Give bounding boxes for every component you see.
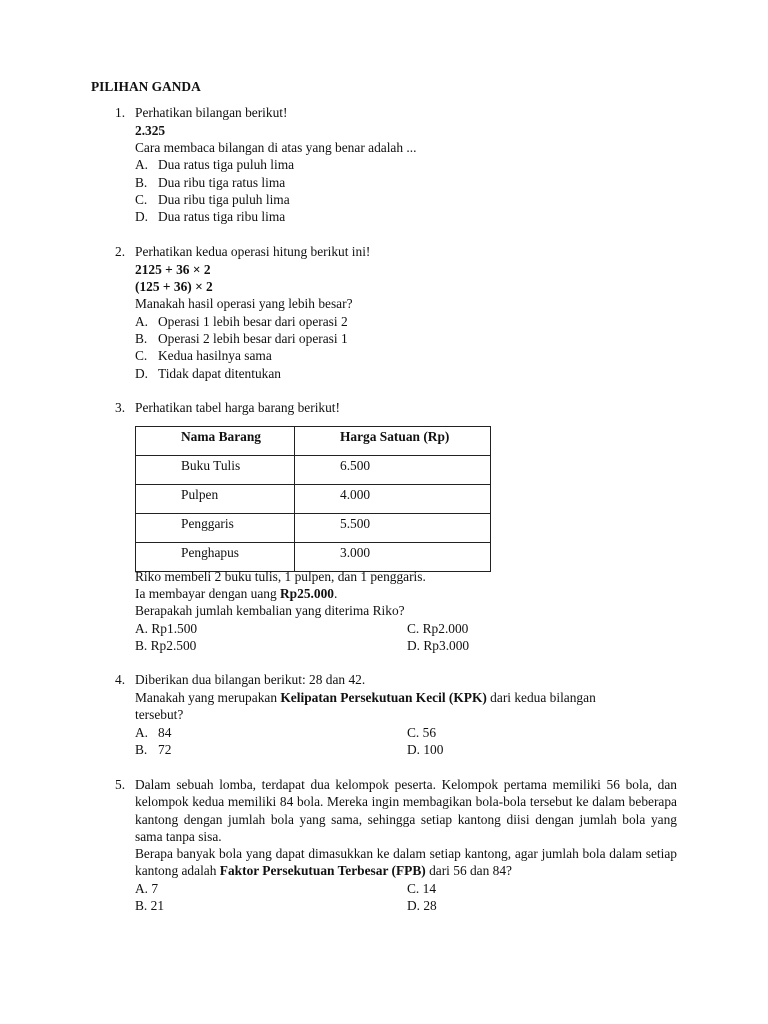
option-text: 84 bbox=[158, 725, 172, 740]
question-prompt: Perhatikan bilangan berikut! bbox=[135, 105, 288, 120]
question-text-continued: tersebut? bbox=[135, 707, 184, 722]
option-letter: C. bbox=[135, 192, 148, 207]
table-row bbox=[136, 485, 491, 514]
option-text: Dua ribu tiga puluh lima bbox=[158, 192, 290, 207]
text-part: dari kedua bilangan bbox=[486, 690, 596, 705]
question-prompt: Perhatikan kedua operasi hitung berikut ini! bbox=[135, 244, 371, 259]
table-row bbox=[136, 514, 491, 543]
question-text bbox=[135, 689, 596, 706]
question-paragraph: Dalam sebuah lomba, terdapat dua kelompok peserta. Kelompok pertama memiliki 56 bola, dan kelompok kedua memiliki 84 bola. Mereka ingin membagikan bola-bola tersebut ke dalam beberapa kantong dengan jumlah bola yang sama, sehingga setiap kantong diisi dengan jumlah bola yang sama tanpa sisa. bbox=[135, 777, 677, 845]
operation-2: (125 + 36) × 2 bbox=[135, 279, 213, 294]
question-prompt: Perhatikan tabel harga barang berikut! bbox=[135, 400, 340, 415]
question-context-line bbox=[135, 585, 337, 602]
option-c[interactable]: C. 14 bbox=[407, 881, 437, 896]
option-letter: A. bbox=[135, 314, 149, 329]
question-text: Manakah hasil operasi yang lebih besar? bbox=[135, 296, 353, 311]
payment-amount: Rp25.000 bbox=[280, 586, 334, 601]
question-number-value: 2.325 bbox=[135, 123, 166, 138]
option-a[interactable]: A. 7 bbox=[135, 881, 159, 896]
kpk-term: Kelipatan Persekutuan Kecil (KPK) bbox=[280, 690, 487, 705]
table-cell: Penghapus bbox=[136, 543, 295, 572]
option-b[interactable]: B. 21 bbox=[135, 898, 165, 913]
option-text: Dua ratus tiga puluh lima bbox=[158, 157, 295, 172]
option-text: Operasi 1 lebih besar dari operasi 2 bbox=[158, 314, 348, 329]
option-letter: D. bbox=[135, 366, 149, 381]
option-d[interactable]: D. 28 bbox=[407, 898, 437, 913]
option-letter: B. bbox=[135, 175, 148, 190]
table-row bbox=[136, 456, 491, 485]
table-cell: 5.500 bbox=[295, 514, 491, 543]
table-cell: 3.000 bbox=[295, 543, 491, 572]
text-part: Berapa banyak bola yang dapat dimasukkan ke dalam setiap kantong, agar jumlah bola dalam setiap kantong adalah bbox=[135, 846, 677, 879]
question-number: 2. bbox=[115, 244, 126, 259]
table-header-row bbox=[136, 427, 491, 456]
option-text: Dua ribu tiga ratus lima bbox=[158, 175, 286, 190]
text-part: Manakah yang merupakan bbox=[135, 690, 281, 705]
option-c[interactable]: C. 56 bbox=[407, 725, 437, 740]
option-letter: B. bbox=[135, 742, 148, 757]
table-cell: Buku Tulis bbox=[136, 456, 295, 485]
question-number: 3. bbox=[115, 400, 126, 415]
question-text bbox=[135, 845, 677, 880]
table-header-cell: Harga Satuan (Rp) bbox=[295, 427, 491, 456]
question-number: 5. bbox=[115, 777, 126, 792]
question-text: Cara membaca bilangan di atas yang benar adalah ... bbox=[135, 140, 417, 155]
option-d[interactable]: D. Rp3.000 bbox=[407, 638, 470, 653]
text-part: . bbox=[333, 586, 338, 601]
operation-1: 2125 + 36 × 2 bbox=[135, 262, 211, 277]
option-letter: A. bbox=[135, 725, 149, 740]
question-text: Berapakah jumlah kembalian yang diterima Riko? bbox=[135, 603, 405, 618]
question-prompt: Diberikan dua bilangan berikut: 28 dan 42. bbox=[135, 672, 366, 687]
option-letter: D. bbox=[135, 209, 149, 224]
option-d[interactable]: D. 100 bbox=[407, 742, 444, 757]
question-number: 4. bbox=[115, 672, 126, 687]
text-part: Ia membayar dengan uang bbox=[135, 586, 281, 601]
option-a[interactable]: A. Rp1.500 bbox=[135, 621, 198, 636]
table-cell: 6.500 bbox=[295, 456, 491, 485]
table-cell: 4.000 bbox=[295, 485, 491, 514]
option-text: Tidak dapat ditentukan bbox=[158, 366, 281, 381]
option-letter: B. bbox=[135, 331, 148, 346]
table-cell: Penggaris bbox=[136, 514, 295, 543]
fpb-term: Faktor Persekutuan Terbesar (FPB) bbox=[219, 863, 426, 879]
table-header-cell: Nama Barang bbox=[136, 427, 295, 456]
table-cell: Pulpen bbox=[136, 485, 295, 514]
option-b[interactable]: B. Rp2.500 bbox=[135, 638, 197, 653]
text-part: dari 56 dan 84? bbox=[425, 863, 513, 879]
option-text: Kedua hasilnya sama bbox=[158, 348, 272, 363]
option-c[interactable]: C. Rp2.000 bbox=[407, 621, 469, 636]
option-text: Operasi 2 lebih besar dari operasi 1 bbox=[158, 331, 348, 346]
option-letter: C. bbox=[135, 348, 148, 363]
option-text: Dua ratus tiga ribu lima bbox=[158, 209, 286, 224]
price-table bbox=[135, 426, 491, 572]
section-heading: PILIHAN GANDA bbox=[91, 79, 201, 94]
option-text: 72 bbox=[158, 742, 172, 757]
question-number: 1. bbox=[115, 105, 126, 120]
option-letter: A. bbox=[135, 157, 149, 172]
question-context-line: Riko membeli 2 buku tulis, 1 pulpen, dan 1 penggaris. bbox=[135, 569, 426, 584]
